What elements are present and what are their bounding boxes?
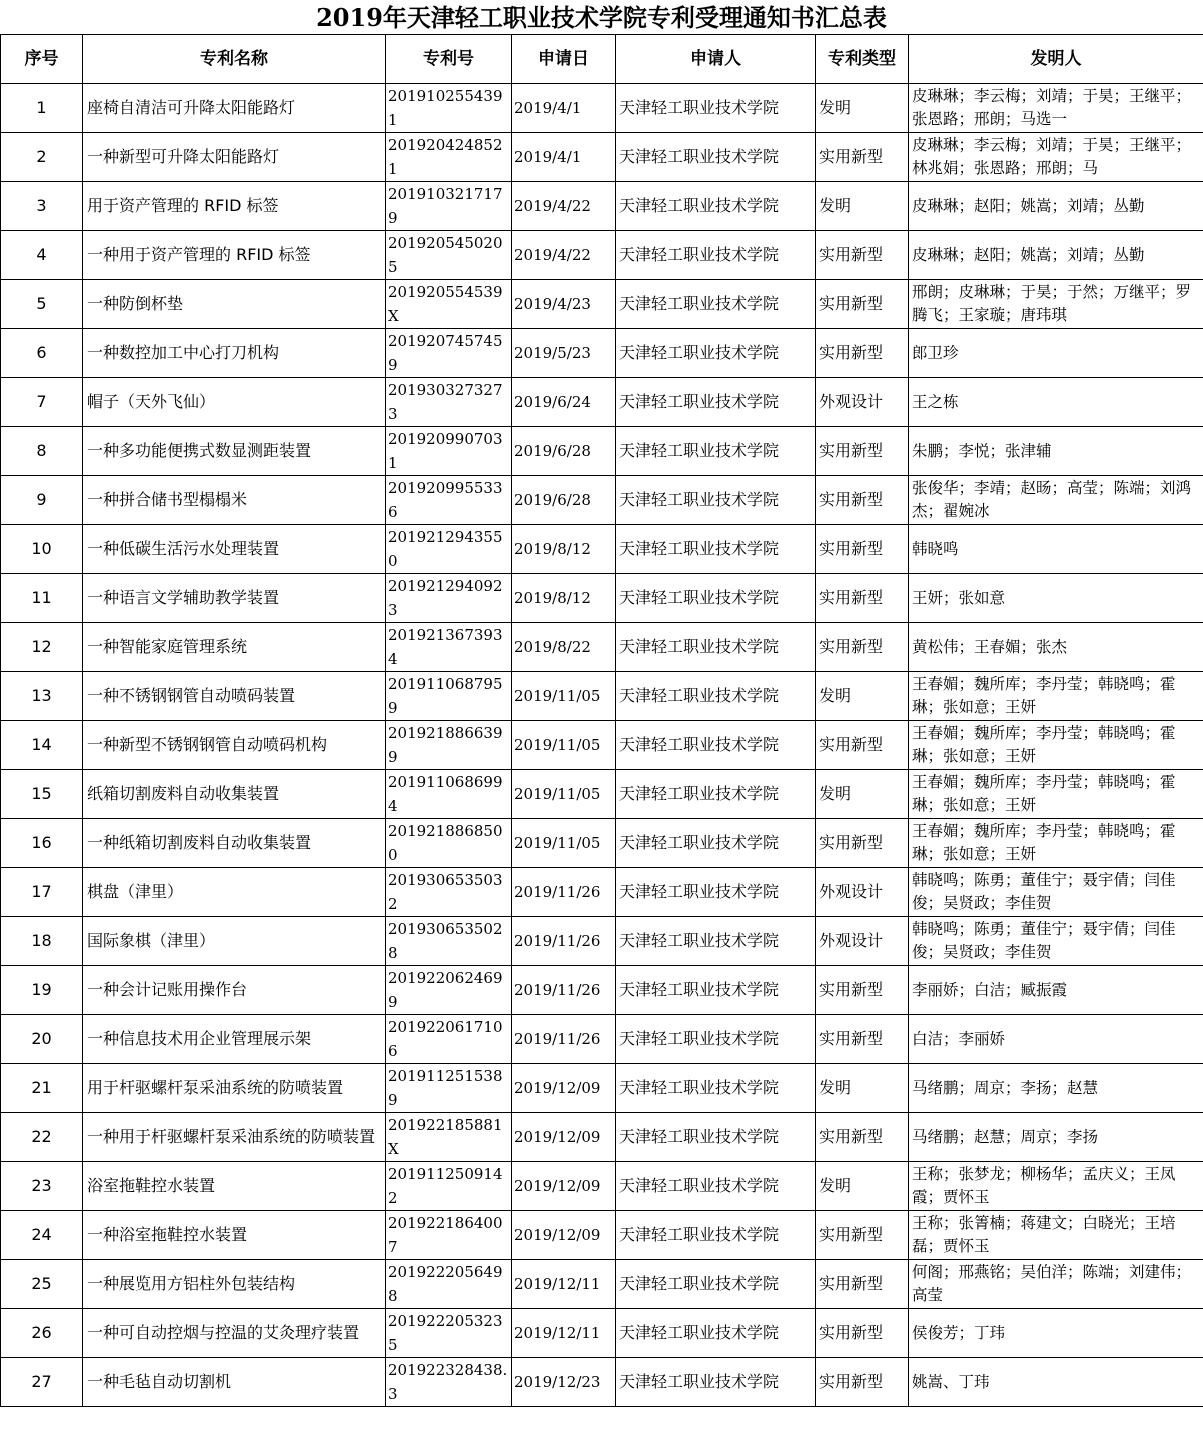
cell-inventors: 王称；张箐楠；蒋建文；白晓光；王培磊；贾怀玉 [909,1211,1203,1260]
cell-no: 21 [1,1064,83,1113]
cell-inventors: 王春媚；魏所库；李丹莹；韩晓鸣；霍琳；张如意；王妍 [909,721,1203,770]
cell-name: 一种拼合储书型榻榻米 [83,476,386,525]
cell-type: 实用新型 [816,819,909,868]
cell-applicant: 天津轻工职业技术学院 [616,1211,816,1260]
cell-name: 用于杆驱螺杆泵采油系统的防喷装置 [83,1064,386,1113]
cell-name: 棋盘（津里） [83,868,386,917]
cell-date: 2019/4/22 [512,231,616,280]
cell-no: 18 [1,917,83,966]
cell-name: 一种多功能便携式数显测距装置 [83,427,386,476]
cell-type: 实用新型 [816,427,909,476]
cell-type: 实用新型 [816,231,909,280]
cell-number: 2019102554391 [386,84,512,133]
header-date: 申请日 [512,35,616,84]
cell-applicant: 天津轻工职业技术学院 [616,231,816,280]
table-row [1,378,1203,427]
cell-type: 发明 [816,84,909,133]
cell-date: 2019/4/23 [512,280,616,329]
cell-applicant: 天津轻工职业技术学院 [616,917,816,966]
cell-inventors: 白洁；李丽娇 [909,1015,1203,1064]
cell-name: 一种用于杆驱螺杆泵采油系统的防喷装置 [83,1113,386,1162]
cell-applicant: 天津轻工职业技术学院 [616,721,816,770]
cell-date: 2019/8/12 [512,525,616,574]
cell-date: 2019/12/09 [512,1113,616,1162]
cell-no: 12 [1,623,83,672]
cell-inventors: 韩晓鸣；陈勇；董佳宁；聂宇倩；闫佳俊；吴贤政；李佳贺 [909,917,1203,966]
cell-date: 2019/6/28 [512,476,616,525]
table-row [1,1309,1203,1358]
header-applicant: 申请人 [616,35,816,84]
cell-name: 国际象棋（津里） [83,917,386,966]
header-name: 专利名称 [83,35,386,84]
cell-applicant: 天津轻工职业技术学院 [616,868,816,917]
cell-applicant: 天津轻工职业技术学院 [616,770,816,819]
cell-date: 2019/12/11 [512,1309,616,1358]
header-row [1,35,1203,84]
cell-no: 16 [1,819,83,868]
table-row [1,1162,1203,1211]
table-row [1,672,1203,721]
cell-number: 201922185881X [386,1113,512,1162]
cell-no: 3 [1,182,83,231]
table-row [1,574,1203,623]
table-row [1,525,1203,574]
cell-type: 实用新型 [816,966,909,1015]
cell-no: 2 [1,133,83,182]
cell-number: 201922328438.3 [386,1358,512,1407]
cell-number: 2019303273273 [386,378,512,427]
table-row [1,1211,1203,1260]
patent-table [0,34,1203,1407]
cell-date: 2019/4/22 [512,182,616,231]
cell-number: 2019103217179 [386,182,512,231]
cell-name: 一种智能家庭管理系统 [83,623,386,672]
cell-applicant: 天津轻工职业技术学院 [616,672,816,721]
cell-no: 8 [1,427,83,476]
cell-type: 发明 [816,182,909,231]
cell-no: 14 [1,721,83,770]
cell-inventors: 王春媚；魏所库；李丹莹；韩晓鸣；霍琳；张如意；王妍 [909,672,1203,721]
cell-applicant: 天津轻工职业技术学院 [616,623,816,672]
cell-inventors: 马绪鹏；周京；李扬；赵慧 [909,1064,1203,1113]
cell-no: 6 [1,329,83,378]
cell-no: 20 [1,1015,83,1064]
cell-date: 2019/12/11 [512,1260,616,1309]
cell-date: 2019/4/1 [512,84,616,133]
cell-number: 2019222056498 [386,1260,512,1309]
cell-type: 外观设计 [816,917,909,966]
cell-date: 2019/12/09 [512,1211,616,1260]
cell-type: 实用新型 [816,133,909,182]
cell-applicant: 天津轻工职业技术学院 [616,1064,816,1113]
cell-no: 4 [1,231,83,280]
header-inventors: 发明人 [909,35,1203,84]
cell-type: 外观设计 [816,868,909,917]
table-row [1,1358,1203,1407]
cell-inventors: 何阁；邢燕铭；吴伯洋；陈端；刘建伟；高莹 [909,1260,1203,1309]
cell-number: 2019213673934 [386,623,512,672]
cell-type: 发明 [816,1162,909,1211]
table-row [1,427,1203,476]
cell-inventors: 郎卫珍 [909,329,1203,378]
table-row [1,1015,1203,1064]
header-type: 专利类型 [816,35,909,84]
cell-number: 2019220617106 [386,1015,512,1064]
cell-date: 2019/11/26 [512,1015,616,1064]
cell-date: 2019/11/05 [512,672,616,721]
cell-inventors: 王春媚；魏所库；李丹莹；韩晓鸣；霍琳；张如意；王妍 [909,770,1203,819]
table-row [1,133,1203,182]
cell-number: 2019222053235 [386,1309,512,1358]
cell-date: 2019/6/24 [512,378,616,427]
cell-inventors: 皮琳琳；李云梅；刘靖；于昊；王继平；张恩路；邢朗；马选一 [909,84,1203,133]
cell-type: 外观设计 [816,378,909,427]
cell-type: 实用新型 [816,329,909,378]
cell-number: 2019209907031 [386,427,512,476]
cell-no: 17 [1,868,83,917]
table-row [1,231,1203,280]
cell-applicant: 天津轻工职业技术学院 [616,329,816,378]
cell-type: 发明 [816,672,909,721]
cell-number: 2019112509142 [386,1162,512,1211]
cell-name: 用于资产管理的 RFID 标签 [83,182,386,231]
table-row [1,1113,1203,1162]
cell-no: 23 [1,1162,83,1211]
cell-name: 一种新型可升降太阳能路灯 [83,133,386,182]
cell-inventors: 王称；张梦龙；柳杨华；孟庆义；王凤霞；贾怀玉 [909,1162,1203,1211]
cell-type: 实用新型 [816,1309,909,1358]
cell-name: 帽子（天外飞仙） [83,378,386,427]
cell-applicant: 天津轻工职业技术学院 [616,1162,816,1211]
cell-applicant: 天津轻工职业技术学院 [616,476,816,525]
cell-type: 实用新型 [816,476,909,525]
cell-inventors: 黄松伟；王春媚；张杰 [909,623,1203,672]
cell-applicant: 天津轻工职业技术学院 [616,1015,816,1064]
cell-no: 27 [1,1358,83,1407]
cell-no: 24 [1,1211,83,1260]
cell-applicant: 天津轻工职业技术学院 [616,133,816,182]
cell-type: 实用新型 [816,525,909,574]
cell-inventors: 皮琳琳；李云梅；刘靖；于昊；王继平；林兆娟；张恩路；邢朗；马 [909,133,1203,182]
cell-applicant: 天津轻工职业技术学院 [616,1113,816,1162]
table-row [1,280,1203,329]
cell-name: 纸箱切割废料自动收集装置 [83,770,386,819]
cell-number: 2019212943550 [386,525,512,574]
cell-number: 2019110687959 [386,672,512,721]
cell-inventors: 马绪鹏；赵慧；周京；李扬 [909,1113,1203,1162]
cell-applicant: 天津轻工职业技术学院 [616,1309,816,1358]
cell-inventors: 韩晓鸣；陈勇；董佳宁；聂宇倩；闫佳俊；吴贤政；李佳贺 [909,868,1203,917]
cell-applicant: 天津轻工职业技术学院 [616,182,816,231]
header-number: 专利号 [386,35,512,84]
table-row [1,819,1203,868]
cell-number: 2019306535028 [386,917,512,966]
cell-no: 13 [1,672,83,721]
table-row [1,1260,1203,1309]
cell-type: 发明 [816,770,909,819]
table-row [1,868,1203,917]
cell-number: 2019207457459 [386,329,512,378]
cell-applicant: 天津轻工职业技术学院 [616,1260,816,1309]
cell-date: 2019/11/05 [512,721,616,770]
cell-applicant: 天津轻工职业技术学院 [616,574,816,623]
cell-applicant: 天津轻工职业技术学院 [616,819,816,868]
cell-date: 2019/5/23 [512,329,616,378]
cell-date: 2019/12/09 [512,1162,616,1211]
cell-type: 实用新型 [816,1211,909,1260]
cell-date: 2019/8/12 [512,574,616,623]
cell-type: 实用新型 [816,1015,909,1064]
cell-date: 2019/4/1 [512,133,616,182]
cell-inventors: 侯俊芳；丁玮 [909,1309,1203,1358]
cell-number: 2019221864007 [386,1211,512,1260]
cell-no: 19 [1,966,83,1015]
table-row [1,623,1203,672]
page-title: 2019年天津轻工职业技术学院专利受理通知书汇总表 [316,3,887,32]
cell-number: 2019110686994 [386,770,512,819]
cell-date: 2019/11/05 [512,819,616,868]
cell-name: 浴室拖鞋控水装置 [83,1162,386,1211]
cell-date: 2019/11/26 [512,917,616,966]
cell-name: 一种浴室拖鞋控水装置 [83,1211,386,1260]
cell-date: 2019/11/05 [512,770,616,819]
cell-date: 2019/12/23 [512,1358,616,1407]
cell-name: 一种会计记账用操作台 [83,966,386,1015]
cell-inventors: 朱鹏；李悦；张津辅 [909,427,1203,476]
cell-applicant: 天津轻工职业技术学院 [616,966,816,1015]
cell-no: 25 [1,1260,83,1309]
cell-inventors: 王之栋 [909,378,1203,427]
cell-number: 2019205450205 [386,231,512,280]
cell-applicant: 天津轻工职业技术学院 [616,427,816,476]
cell-no: 1 [1,84,83,133]
cell-no: 11 [1,574,83,623]
header-no: 序号 [1,35,83,84]
cell-inventors: 王春媚；魏所库；李丹莹；韩晓鸣；霍琳；张如意；王妍 [909,819,1203,868]
cell-inventors: 皮琳琳；赵阳；姚嵩；刘靖；丛勤 [909,182,1203,231]
cell-name: 座椅自清洁可升降太阳能路灯 [83,84,386,133]
cell-applicant: 天津轻工职业技术学院 [616,525,816,574]
cell-number: 2019204248521 [386,133,512,182]
cell-inventors: 韩晓鸣 [909,525,1203,574]
cell-date: 2019/11/26 [512,966,616,1015]
cell-no: 15 [1,770,83,819]
cell-inventors: 邢朗；皮琳琳；于昊；于然；万继平；罗腾飞；王家璇；唐玮琪 [909,280,1203,329]
cell-inventors: 张俊华；李靖；赵旸；高莹；陈端；刘鸿杰；翟婉冰 [909,476,1203,525]
cell-number: 2019209955336 [386,476,512,525]
cell-name: 一种防倒杯垫 [83,280,386,329]
cell-applicant: 天津轻工职业技术学院 [616,280,816,329]
cell-name: 一种低碳生活污水处理装置 [83,525,386,574]
cell-name: 一种毛毡自动切割机 [83,1358,386,1407]
cell-number: 201920554539X [386,280,512,329]
table-row [1,966,1203,1015]
table-row [1,84,1203,133]
table-row [1,476,1203,525]
cell-number: 2019218866399 [386,721,512,770]
cell-date: 2019/6/28 [512,427,616,476]
cell-name: 一种数控加工中心打刀机构 [83,329,386,378]
cell-type: 实用新型 [816,1260,909,1309]
cell-date: 2019/11/26 [512,868,616,917]
cell-inventors: 李丽娇；白洁；臧振霞 [909,966,1203,1015]
cell-type: 实用新型 [816,574,909,623]
cell-date: 2019/12/09 [512,1064,616,1113]
table-row [1,182,1203,231]
cell-name: 一种用于资产管理的 RFID 标签 [83,231,386,280]
cell-name: 一种语言文学辅助教学装置 [83,574,386,623]
cell-number: 2019218868500 [386,819,512,868]
table-row [1,1064,1203,1113]
table-row [1,917,1203,966]
cell-no: 10 [1,525,83,574]
cell-type: 实用新型 [816,721,909,770]
table-row [1,329,1203,378]
cell-name: 一种展览用方铝柱外包装结构 [83,1260,386,1309]
cell-applicant: 天津轻工职业技术学院 [616,1358,816,1407]
cell-no: 5 [1,280,83,329]
cell-no: 9 [1,476,83,525]
cell-type: 实用新型 [816,623,909,672]
cell-inventors: 王妍；张如意 [909,574,1203,623]
cell-type: 实用新型 [816,1358,909,1407]
cell-inventors: 皮琳琳；赵阳；姚嵩；刘靖；丛勤 [909,231,1203,280]
table-row [1,770,1203,819]
cell-number: 2019112515389 [386,1064,512,1113]
cell-no: 26 [1,1309,83,1358]
cell-number: 2019220624699 [386,966,512,1015]
cell-name: 一种可自动控烟与控温的艾灸理疗装置 [83,1309,386,1358]
cell-no: 22 [1,1113,83,1162]
cell-inventors: 姚嵩、丁玮 [909,1358,1203,1407]
table-row [1,721,1203,770]
cell-name: 一种信息技术用企业管理展示架 [83,1015,386,1064]
cell-name: 一种纸箱切割废料自动收集装置 [83,819,386,868]
cell-number: 2019212940923 [386,574,512,623]
cell-type: 实用新型 [816,280,909,329]
cell-type: 实用新型 [816,1113,909,1162]
cell-date: 2019/8/22 [512,623,616,672]
cell-no: 7 [1,378,83,427]
cell-number: 2019306535032 [386,868,512,917]
cell-type: 发明 [816,1064,909,1113]
cell-name: 一种新型不锈钢钢管自动喷码机构 [83,721,386,770]
cell-applicant: 天津轻工职业技术学院 [616,378,816,427]
cell-applicant: 天津轻工职业技术学院 [616,84,816,133]
cell-name: 一种不锈钢钢管自动喷码装置 [83,672,386,721]
